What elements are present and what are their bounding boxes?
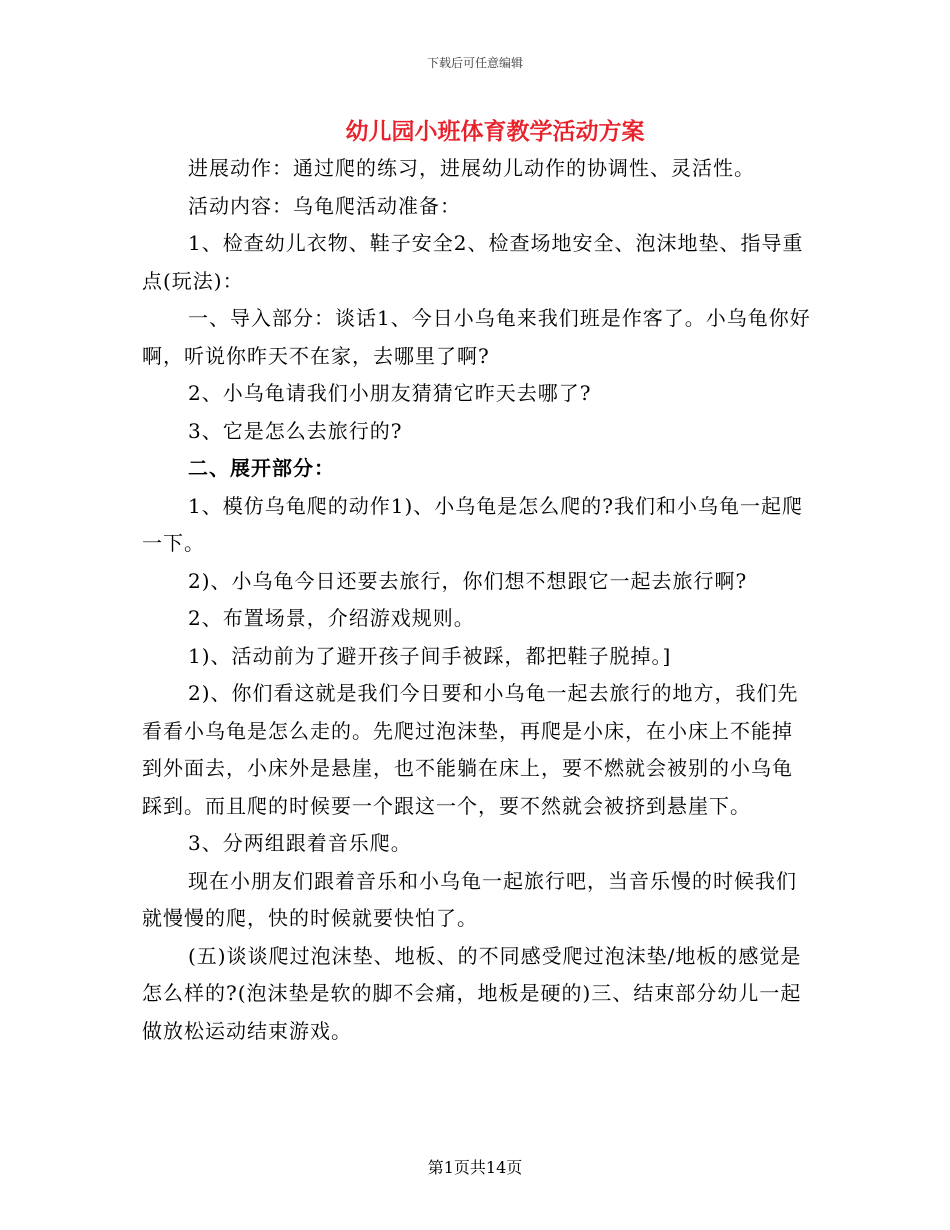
document-body: [142, 150, 812, 1050]
paragraph-5: 2、小乌龟请我们小朋友猜猜它昨天去哪了?: [188, 381, 592, 405]
paragraph-11: 1)、活动前为了避开孩子间手被踩，都把鞋子脱掉。]: [188, 643, 672, 668]
paragraph-6: 3、它是怎么去旅行的?: [188, 418, 403, 443]
paragraph-9: 2)、小乌龟今日还要去旅行，你们想不想跟它一起去旅行啊?: [188, 568, 748, 593]
paragraph-14: 现在小朋友们跟着音乐和小乌龟一起旅行吧，当音乐慢的时候我们就慢慢的爬，快的时候就要快怕了。: [142, 868, 797, 930]
paragraph-1: 进展动作：通过爬的练习，进展幼儿动作的协调性、灵活性。: [188, 156, 755, 180]
paragraph-8: 1、模仿乌龟爬的动作1)、小乌龟是怎么爬的?我们和小乌龟一起爬一下。: [142, 493, 803, 555]
document-title: 幼儿园小班体育教学活动方案: [345, 118, 645, 145]
section-heading-expand: 二、展开部分：: [188, 456, 335, 480]
paragraph-10: 2、布置场景，介绍游戏规则。: [188, 606, 475, 630]
paragraph-4: 一、导入部分：谈话1、今日小乌龟来我们班是作客了。小乌龟你好啊，听说你昨天不在家，去哪里了啊?: [142, 306, 811, 368]
page-footer: 第1页共14页: [427, 1158, 523, 1177]
paragraph-3: 1、检查幼儿衣物、鞋子安全2、检查场地安全、泡沫地垫、指导重点(玩法)：: [142, 231, 804, 293]
paragraph-12: 2)、你们看这就是我们今日要和小乌龟一起去旅行的地方，我们先看看小乌龟是怎么走的。先爬过泡沫垫，再爬是小床，在小床上不能掉到外面去，小床外是悬崖，也不能躺在床上，要不燃就会被别的小乌龟踩到。而且爬的时候要一个跟这一个，要不然就会被挤到悬崖下。: [142, 681, 799, 818]
header-note: 下载后可任意编辑: [426, 56, 523, 70]
paragraph-15: (五)谈谈爬过泡沫垫、地板、的不同感受爬过泡沫垫/地板的感觉是怎么样的?(泡沫垫是软的脚不会痛，地板是硬的)三、结束部分幼儿一起做放松运动结束游戏。: [142, 943, 802, 1043]
paragraph-13: 3、分两组跟着音乐爬。: [188, 831, 412, 855]
paragraph-2: 活动内容：乌龟爬活动准备：: [188, 193, 461, 218]
